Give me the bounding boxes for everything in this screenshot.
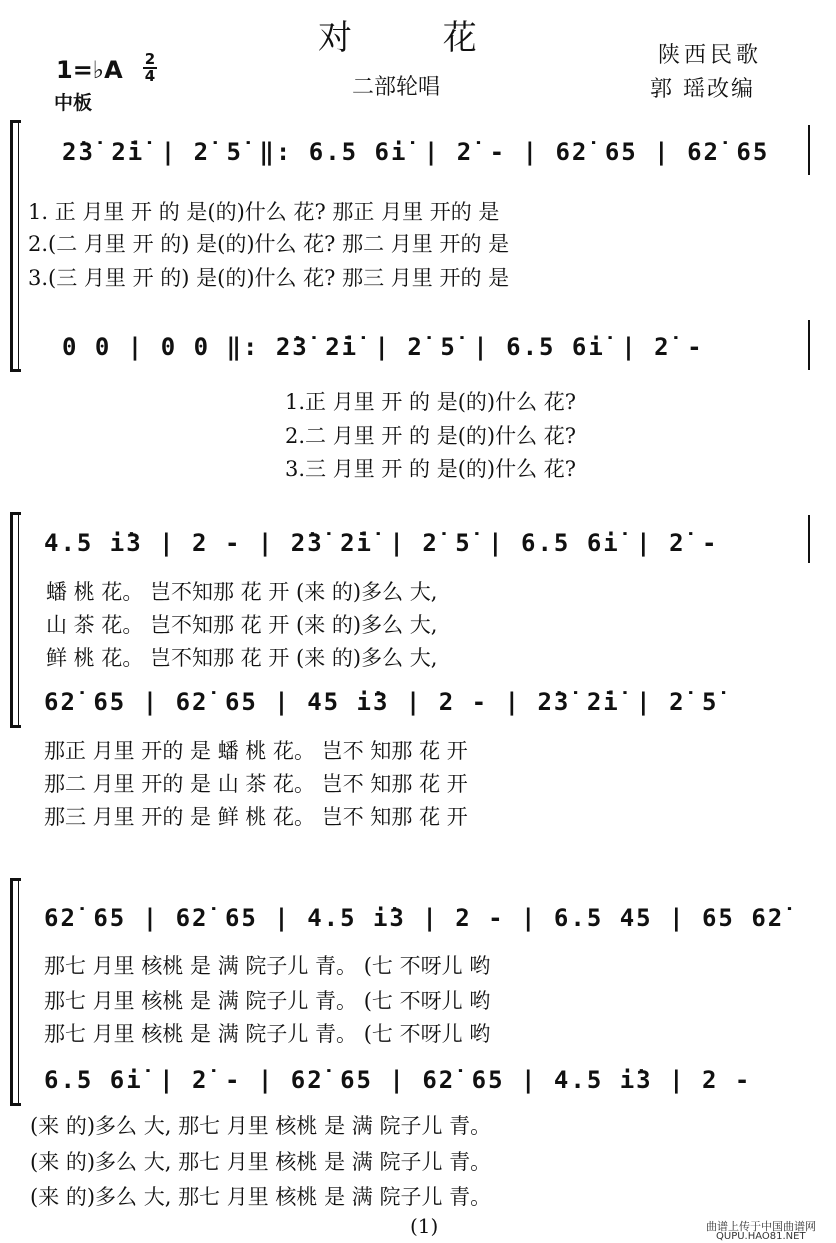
system-3-lower-lyric-1: (来 的)多么 大, 那七 月里 核桃 是 满 院子儿 青。 bbox=[30, 1114, 492, 1138]
system-2-lower-notes: 62̇ 65 | 62̇ 65 | 45 i̇3 | 2 - | 2̇3̇ 2̇i̇ | 2̇ 5̇ bbox=[44, 688, 719, 716]
arranger-label: 郭 瑶改编 bbox=[650, 77, 755, 102]
system-3-brace bbox=[10, 878, 21, 1106]
barline bbox=[808, 515, 810, 563]
tempo-marking: 中板 bbox=[54, 92, 93, 114]
system-2-lower-lyric-3: 那三 月里 开的 是 鲜 桃 花。 岂不 知那 花 开 bbox=[44, 805, 468, 829]
system-3-lower-notes: 6.5 6i̇ | 2̇ - | 62̇ 65 | 62̇ 65 | 4.5 i̇3 | 2 - bbox=[44, 1066, 752, 1094]
system-2-upper-lyric-3: 鲜 桃 花。 岂不知那 花 开 (来 的)多么 大, bbox=[46, 646, 438, 670]
watermark-url: QUPU.HAO81.NET bbox=[716, 1231, 806, 1242]
time-numerator: 2 bbox=[144, 50, 156, 68]
barline bbox=[808, 125, 810, 175]
system-1-upper-lyric-2: 2.(二 月里 开 的) 是(的)什么 花? 那二 月里 开的 是 bbox=[28, 232, 510, 256]
system-3-lower-lyric-2: (来 的)多么 大, 那七 月里 核桃 是 满 院子儿 青。 bbox=[30, 1150, 492, 1174]
barline bbox=[808, 320, 810, 370]
system-2-lower-lyric-2: 那二 月里 开的 是 山 茶 花。 岂不 知那 花 开 bbox=[44, 772, 468, 796]
system-3-lower-lyric-3: (来 的)多么 大, 那七 月里 核桃 是 满 院子儿 青。 bbox=[30, 1185, 492, 1209]
system-3-upper-notes: 62̇ 65 | 62̇ 65 | 4.5 i̇3 | 2 - | 6.5 45 | 65 62̇ bbox=[44, 904, 785, 932]
time-denominator: 4 bbox=[144, 67, 156, 85]
system-2-upper-lyric-1: 蟠 桃 花。 岂不知那 花 开 (来 的)多么 大, bbox=[46, 580, 438, 604]
system-1-upper-notes: 2̇3̇ 2̇i̇ | 2̇ 5̇ ‖: 6.5 6i̇ | 2̇ - | 62̇ 65 | 62̇ 65 bbox=[62, 138, 770, 166]
system-1-lower-lyric-1: 1.正 月里 开 的 是(的)什么 花? bbox=[285, 390, 577, 414]
system-1-upper-lyric-1: 1. 正 月里 开 的 是(的)什么 花? 那正 月里 开的 是 bbox=[28, 200, 500, 224]
system-2-upper-notes: 4.5 i̇3 | 2 - | 2̇3̇ 2̇i̇ | 2̇ 5̇ | 6.5 6i̇ | 2̇ - bbox=[44, 529, 719, 557]
system-2-upper-lyric-2: 山 茶 花。 岂不知那 花 开 (来 的)多么 大, bbox=[46, 613, 438, 637]
subtitle: 二部轮唱 bbox=[352, 75, 441, 100]
system-2-lower-lyric-1: 那正 月里 开的 是 蟠 桃 花。 岂不 知那 花 开 bbox=[44, 739, 468, 763]
system-1-upper-lyric-3: 3.(三 月里 开 的) 是(的)什么 花? 那三 月里 开的 是 bbox=[28, 266, 510, 290]
watermark-text: 曲谱上传于中国曲谱网 bbox=[706, 1220, 816, 1233]
system-3-upper-lyric-2: 那七 月里 核桃 是 满 院子儿 青。 (七 不呀儿 哟 bbox=[44, 989, 491, 1013]
system-1-lower-lyric-2: 2.二 月里 开 的 是(的)什么 花? bbox=[285, 424, 577, 448]
system-2-brace bbox=[10, 512, 21, 728]
time-signature bbox=[143, 52, 157, 84]
system-1-brace bbox=[10, 120, 21, 372]
key-signature: 1=♭A bbox=[56, 56, 123, 84]
system-1-lower-notes: 0 0 | 0 0 ‖: 2̇3̇ 2̇i̇ | 2̇ 5̇ | 6.5 6i̇ | 2̇ - bbox=[62, 333, 704, 361]
system-1-lower-lyric-3: 3.三 月里 开 的 是(的)什么 花? bbox=[285, 457, 577, 481]
song-title: 对 花 bbox=[318, 18, 517, 58]
page-number: (1) bbox=[410, 1214, 439, 1238]
system-3-upper-lyric-1: 那七 月里 核桃 是 满 院子儿 青。 (七 不呀儿 哟 bbox=[44, 954, 491, 978]
system-3-upper-lyric-3: 那七 月里 核桃 是 满 院子儿 青。 (七 不呀儿 哟 bbox=[44, 1022, 491, 1046]
origin-label: 陕西民歌 bbox=[658, 43, 763, 68]
